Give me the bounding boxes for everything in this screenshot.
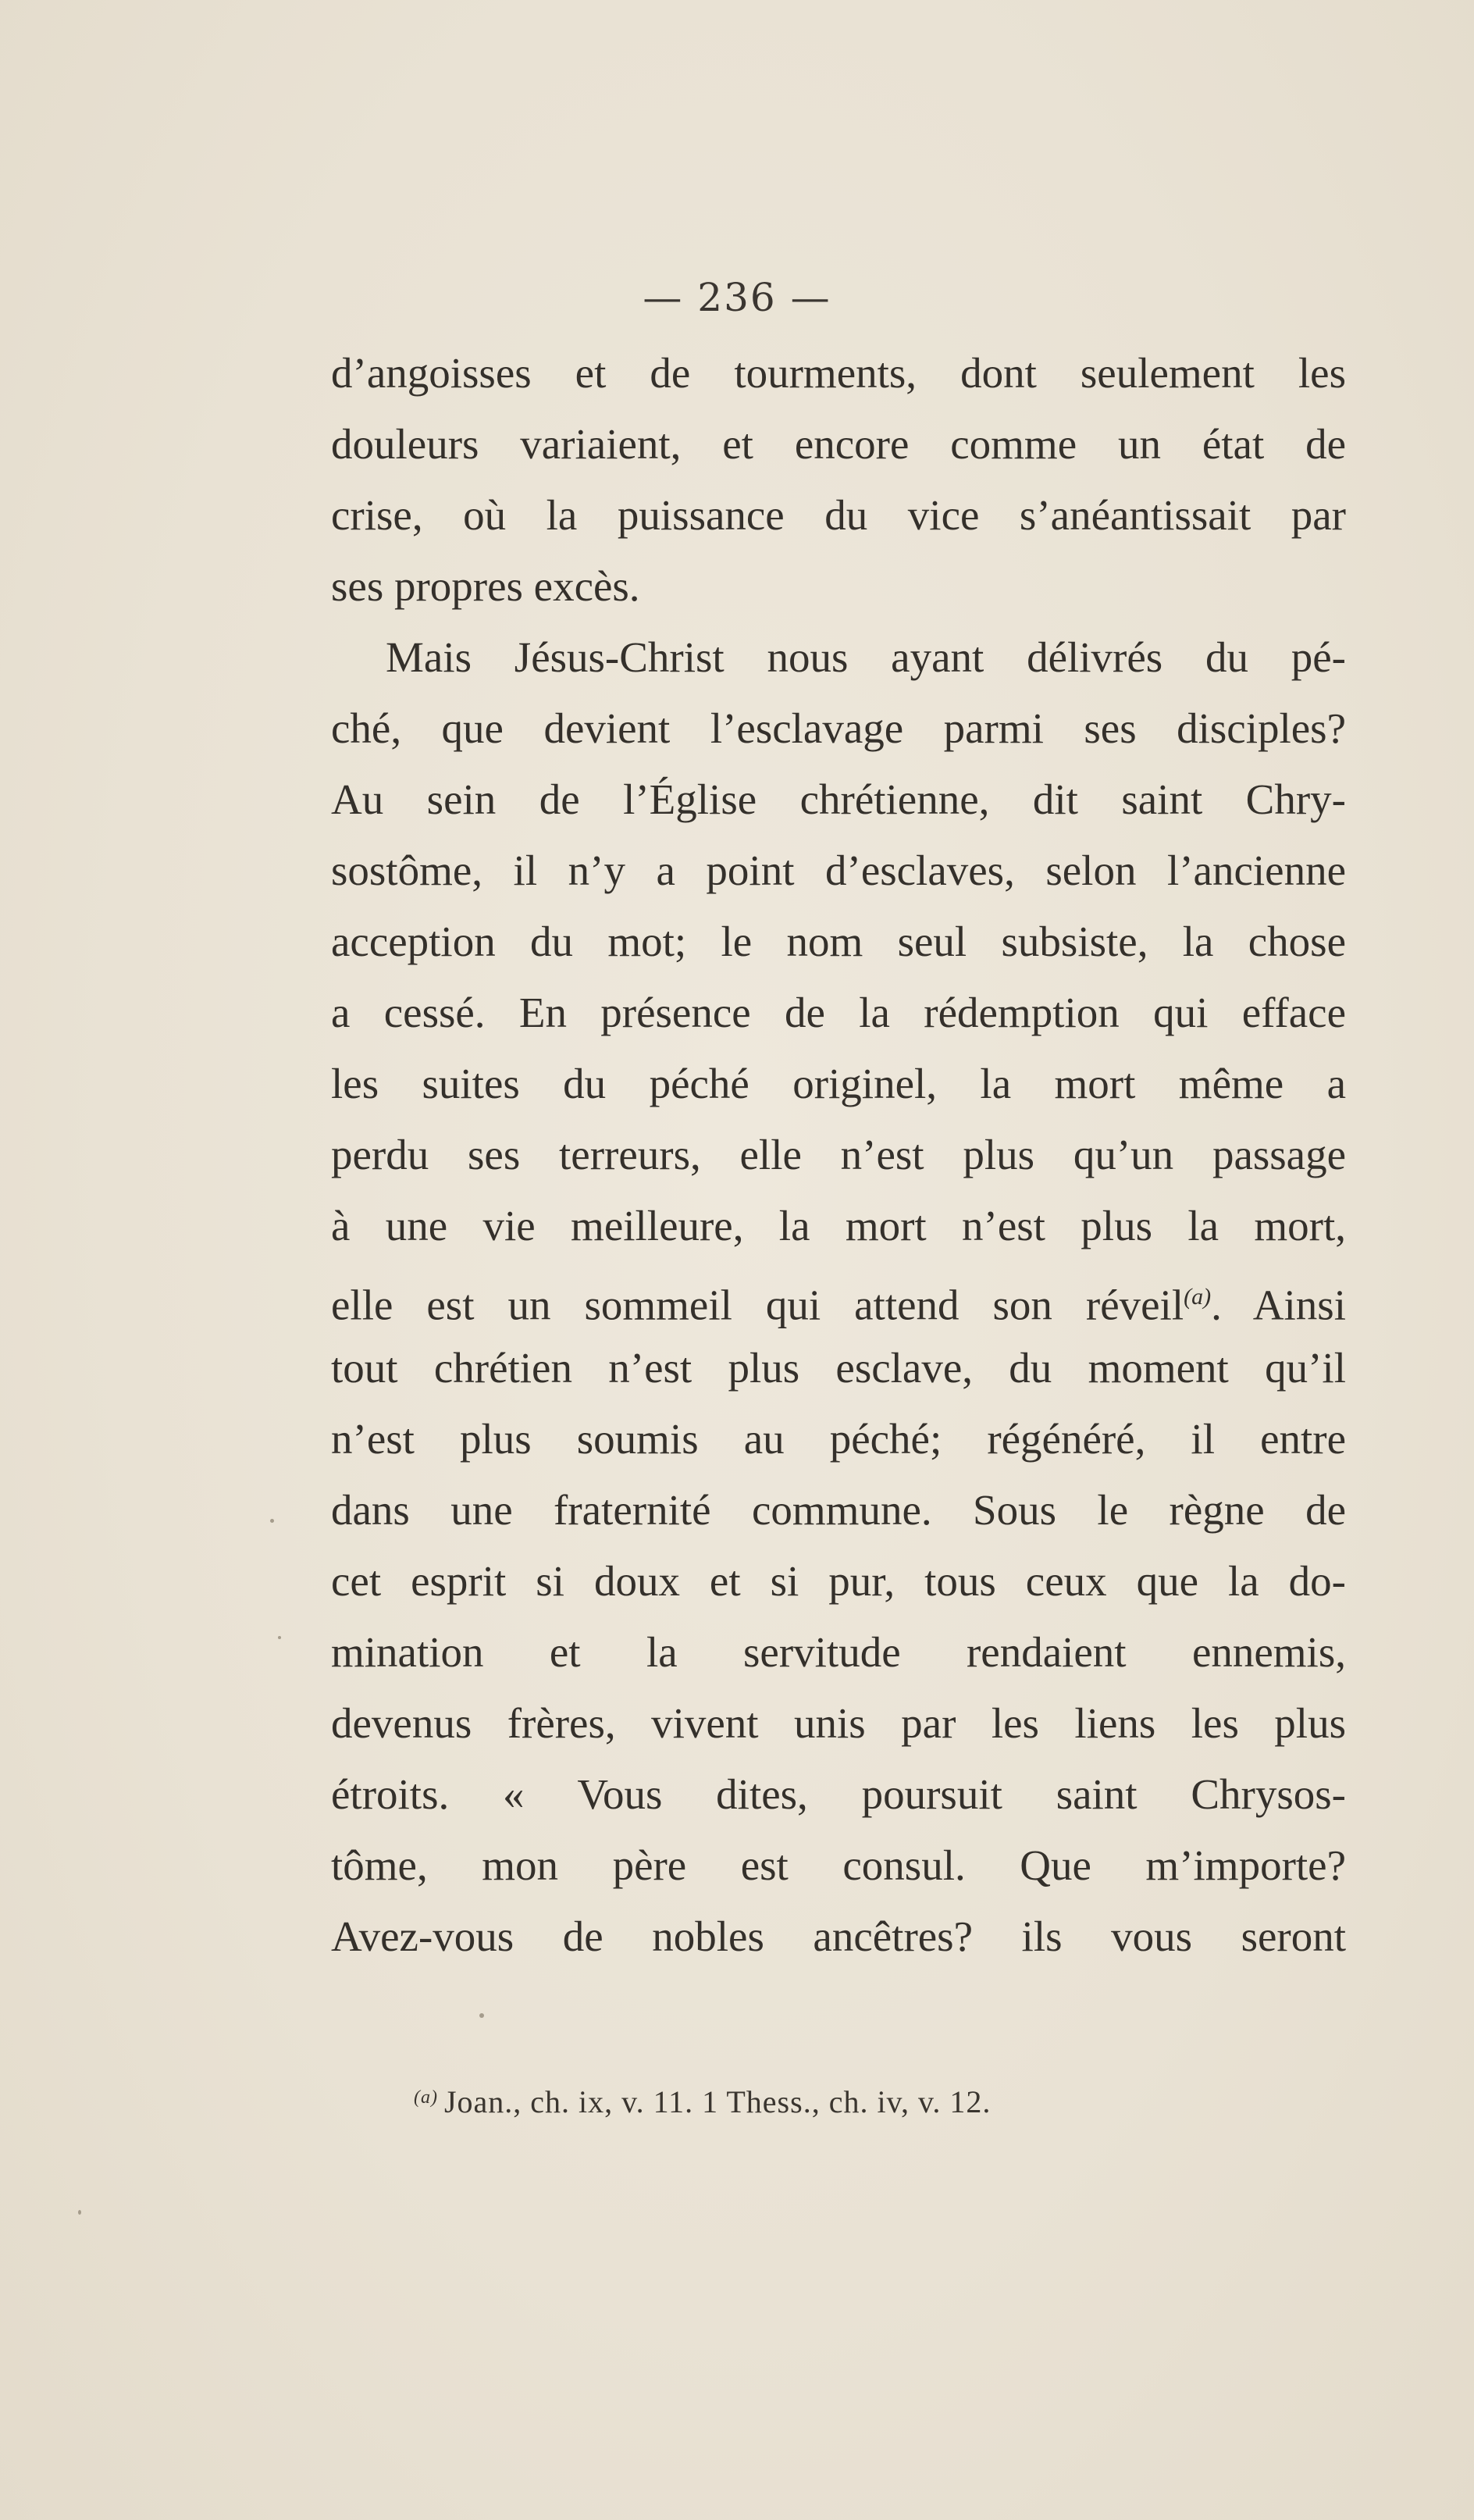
text-line: étroits. « Vous dites, poursuit saint Chrysos-	[331, 1770, 1346, 1818]
text-line-tail: . Ainsi	[1211, 1281, 1346, 1329]
text-line: perdu ses terreurs, elle n’est plus qu’un passage	[331, 1131, 1346, 1178]
paper-speck	[278, 1636, 281, 1639]
text-line: Avez-vous de nobles ancêtres? ils vous seront	[331, 1912, 1346, 1960]
paper-speck	[270, 1519, 274, 1523]
text-line: d’angoisses et de tourments, dont seulement les	[331, 349, 1346, 397]
text-line: crise, où la puissance du vice s’anéantissait par	[331, 491, 1346, 539]
text-line: a cessé. En présence de la rédemption qui efface	[331, 989, 1346, 1036]
text-line: devenus frères, vivent unis par les liens les plus	[331, 1699, 1346, 1747]
body-text	[331, 337, 1346, 1972]
page-number: — 236 —	[643, 275, 831, 320]
footnote-text: Joan., ch. ix, v. 11. 1 Thess., ch. iv, v. 12.	[443, 2084, 992, 2119]
text-line: douleurs variaient, et encore comme un état de	[331, 420, 1346, 468]
text-line: les suites du péché originel, la mort même a	[331, 1060, 1346, 1107]
footnote-reference: (a)	[1184, 1284, 1212, 1310]
text-line: dans une fraternité commune. Sous le règne de	[331, 1486, 1346, 1534]
text-line: ses propres excès.	[331, 562, 640, 610]
text-line: tôme, mon père est consul. Que m’importe?	[331, 1841, 1346, 1889]
paper-speck	[78, 2210, 81, 2215]
paragraph-start-line: Mais Jésus-Christ nous ayant délivrés du pé-	[386, 633, 1346, 681]
footnote-mark: (a)	[414, 2087, 438, 2108]
text-line: à une vie meilleure, la mort n’est plus la mort,	[331, 1202, 1346, 1249]
text-line: Au sein de l’Église chrétienne, dit saint Chry-	[331, 775, 1346, 823]
text-line: tout chrétien n’est plus esclave, du moment qu’il	[331, 1344, 1346, 1392]
text-line: sostôme, il n’y a point d’esclaves, selon l’ancienne	[331, 847, 1346, 894]
text-line: ché, que devient l’esclavage parmi ses disciples?	[331, 704, 1346, 752]
footnote	[414, 2083, 991, 2120]
text-line: n’est plus soumis au péché; régénéré, il entre	[331, 1415, 1346, 1463]
text-line-head: elle est un sommeil qui attend son réveil	[331, 1281, 1184, 1329]
text-line-with-note	[331, 1261, 1346, 1332]
text-line: mination et la servitude rendaient ennemis,	[331, 1628, 1346, 1676]
text-line: acception du mot; le nom seul subsiste, la chose	[331, 918, 1346, 965]
text-line: cet esprit si doux et si pur, tous ceux que la do-	[331, 1557, 1346, 1605]
paper-speck	[479, 2013, 484, 2018]
